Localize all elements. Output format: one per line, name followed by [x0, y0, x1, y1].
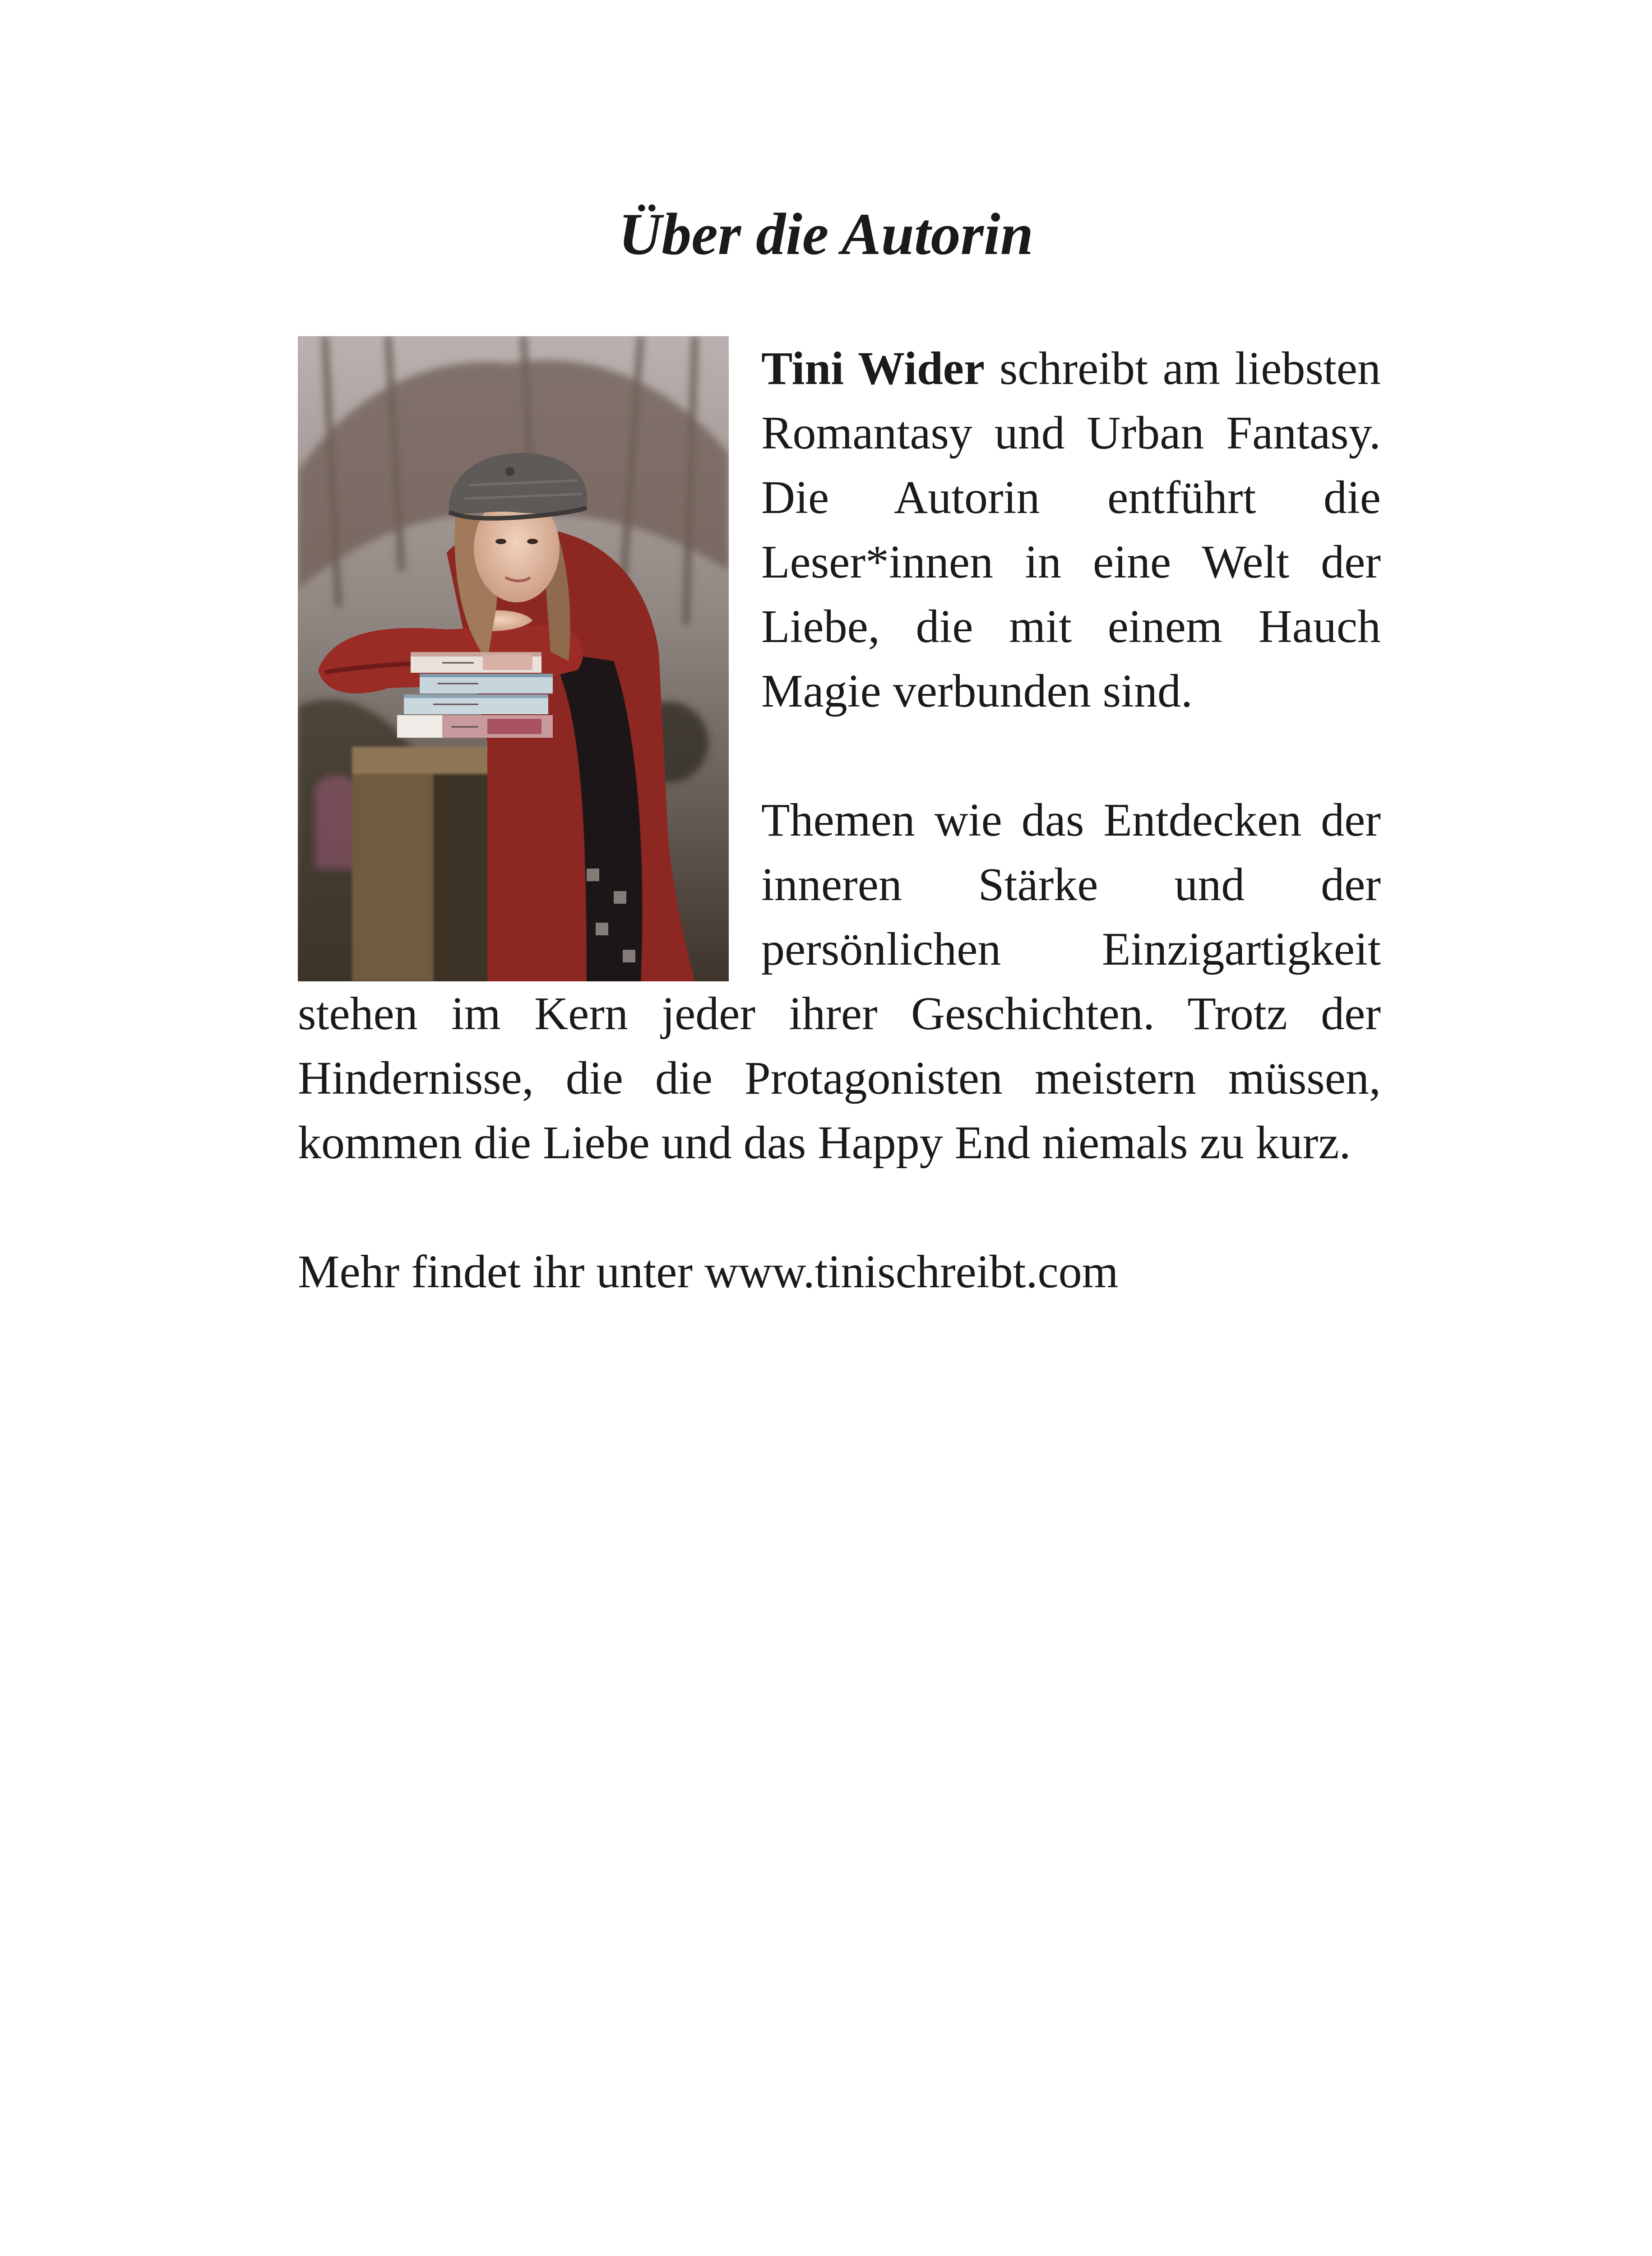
bio-paragraph-2: Themen wie das Entdecken der inneren Stärke und der persönlichen Einzigartigkeit stehen im Kern jeder ihrer Geschichten. Trotz der Hindernisse, die die Protagonisten meistern müssen, kommen die Liebe und das Happy End niemals zu kurz.	[298, 794, 1381, 1169]
page-title: Über die Autorin	[618, 201, 1034, 267]
paragraph-spacer	[298, 1175, 1381, 1239]
author-name: Tini Wider	[761, 342, 985, 394]
author-photo	[298, 336, 729, 981]
bio-paragraph-1-text: schreibt am liebsten Romantasy und Urban Fantasy. Die Autorin entführt die Leser*innen in eine Welt der Liebe, die mit einem Hauch Magie verbunden sind.	[761, 342, 1381, 717]
website-line: Mehr findet ihr unter www.tinischreibt.com	[298, 1246, 1119, 1298]
bio-section	[298, 336, 1381, 1304]
